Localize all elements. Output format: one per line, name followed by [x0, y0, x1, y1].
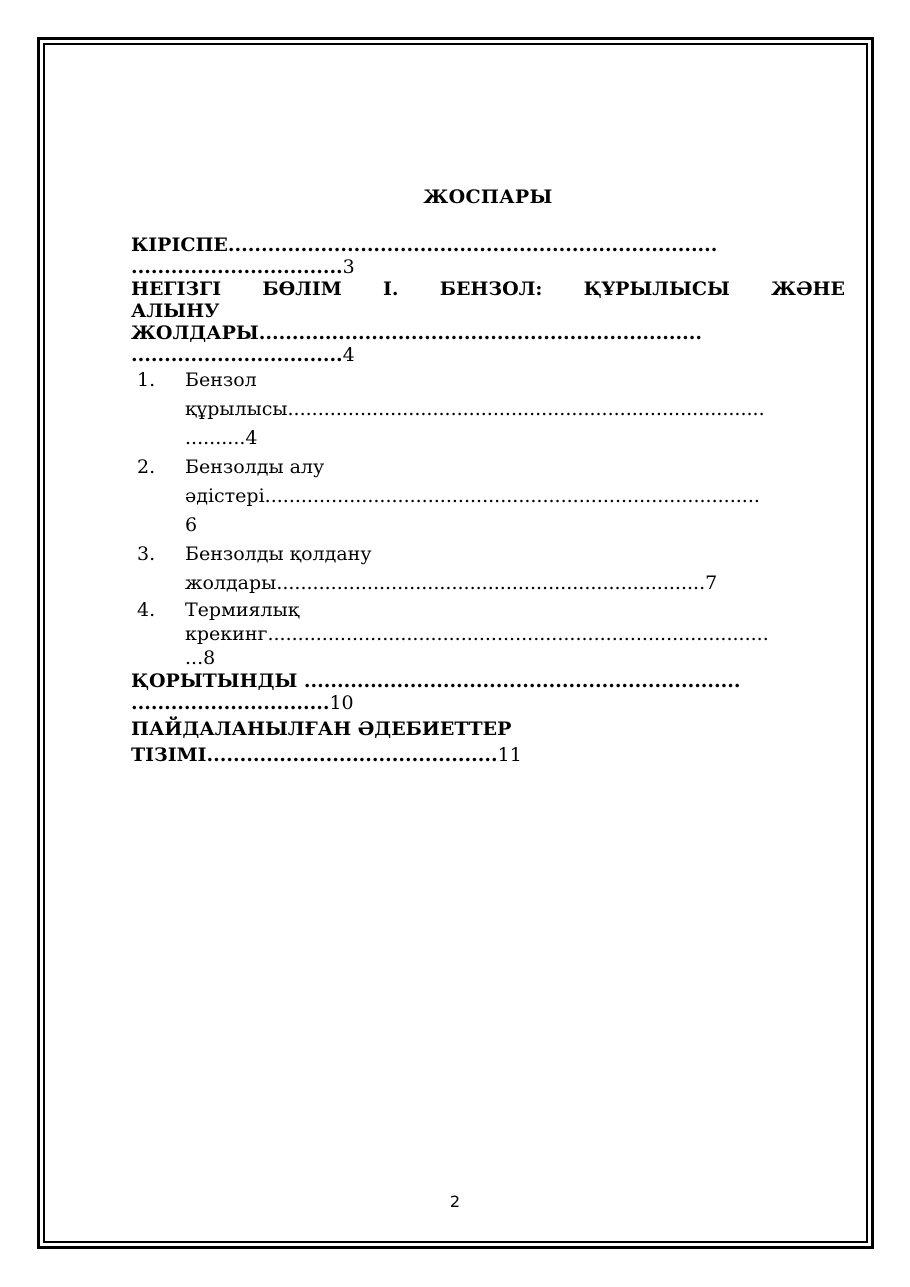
entry-label: ТІЗІМІ	[131, 744, 207, 766]
entry-leader: ..........	[185, 427, 246, 449]
heading-word: БЕНЗОЛ:	[439, 278, 543, 300]
list-item	[131, 453, 845, 540]
entry-page: 7	[705, 572, 718, 594]
entry-page: 11	[497, 744, 522, 766]
heading-word: ЖӘНЕ	[771, 278, 845, 300]
entry-heading-line	[131, 278, 845, 300]
entry-leader: ............................................	[206, 744, 498, 766]
entry-leader: ...............................................................................	[287, 398, 765, 420]
entry-heading-line: ПАЙДАЛАНЫЛҒАН ӘДЕБИЕТТЕР	[131, 718, 512, 740]
entry-leader: ..............................	[131, 692, 330, 714]
heading-word: БӨЛІМ	[262, 278, 342, 300]
item-title: Бензол	[185, 369, 257, 391]
entry-label: КІРІСПЕ	[131, 234, 228, 256]
item-title: Термиялық	[185, 599, 300, 621]
item-number: 4.	[137, 599, 156, 621]
entry-label: ЖОЛДАРЫ	[131, 322, 259, 344]
entry-page: 4	[245, 427, 258, 449]
item-number: 1.	[137, 369, 156, 391]
heading-word: ҚҰРЫЛЫСЫ	[583, 278, 730, 300]
entry-page: 8	[203, 647, 216, 669]
item-number: 2.	[137, 456, 156, 478]
entry-leader: ..................................................................................	[264, 485, 760, 507]
entry-leader: .......................................................................	[276, 572, 706, 594]
entry-leader: ................................	[131, 256, 343, 278]
heading-word: І.	[383, 278, 399, 300]
item-title: Бензолды алу	[185, 456, 325, 478]
item-title: жолдары	[185, 572, 277, 594]
toc-entry-main-part	[131, 278, 845, 366]
entry-leader: ................................	[131, 344, 343, 366]
item-title: әдістері	[185, 485, 265, 507]
item-title: Бензолды қолдану	[185, 543, 372, 565]
entry-page: 10	[329, 692, 354, 714]
entry-heading-line: АЛЫНУ	[131, 300, 220, 322]
toc-entry-introduction	[131, 234, 845, 278]
entry-page: 3	[342, 256, 355, 278]
entry-page: 6	[185, 514, 198, 536]
toc-entry-references	[131, 718, 845, 766]
subsection-list	[131, 366, 845, 670]
page-number: 2	[449, 1192, 461, 1211]
entry-leader: ...................................................................	[258, 322, 702, 344]
list-item	[131, 598, 845, 670]
entry-leader: ...	[185, 647, 204, 669]
item-number: 3.	[137, 543, 156, 565]
toc-title: ЖОСПАРЫ	[423, 186, 553, 208]
list-item	[131, 540, 845, 598]
heading-word: НЕГІЗГІ	[131, 278, 222, 300]
entry-label: ҚОРЫТЫНДЫ	[131, 670, 304, 692]
toc-entry-conclusion	[131, 670, 845, 714]
item-title: құрылысы	[185, 398, 288, 420]
item-title: крекинг	[185, 623, 268, 645]
entry-page: 4	[342, 344, 355, 366]
list-item	[131, 366, 845, 453]
entry-leader: ...................................................................................	[267, 623, 769, 645]
table-of-contents	[131, 186, 845, 766]
entry-leader: ..................................................................	[303, 670, 741, 692]
entry-leader: ..........................................................................	[227, 234, 718, 256]
